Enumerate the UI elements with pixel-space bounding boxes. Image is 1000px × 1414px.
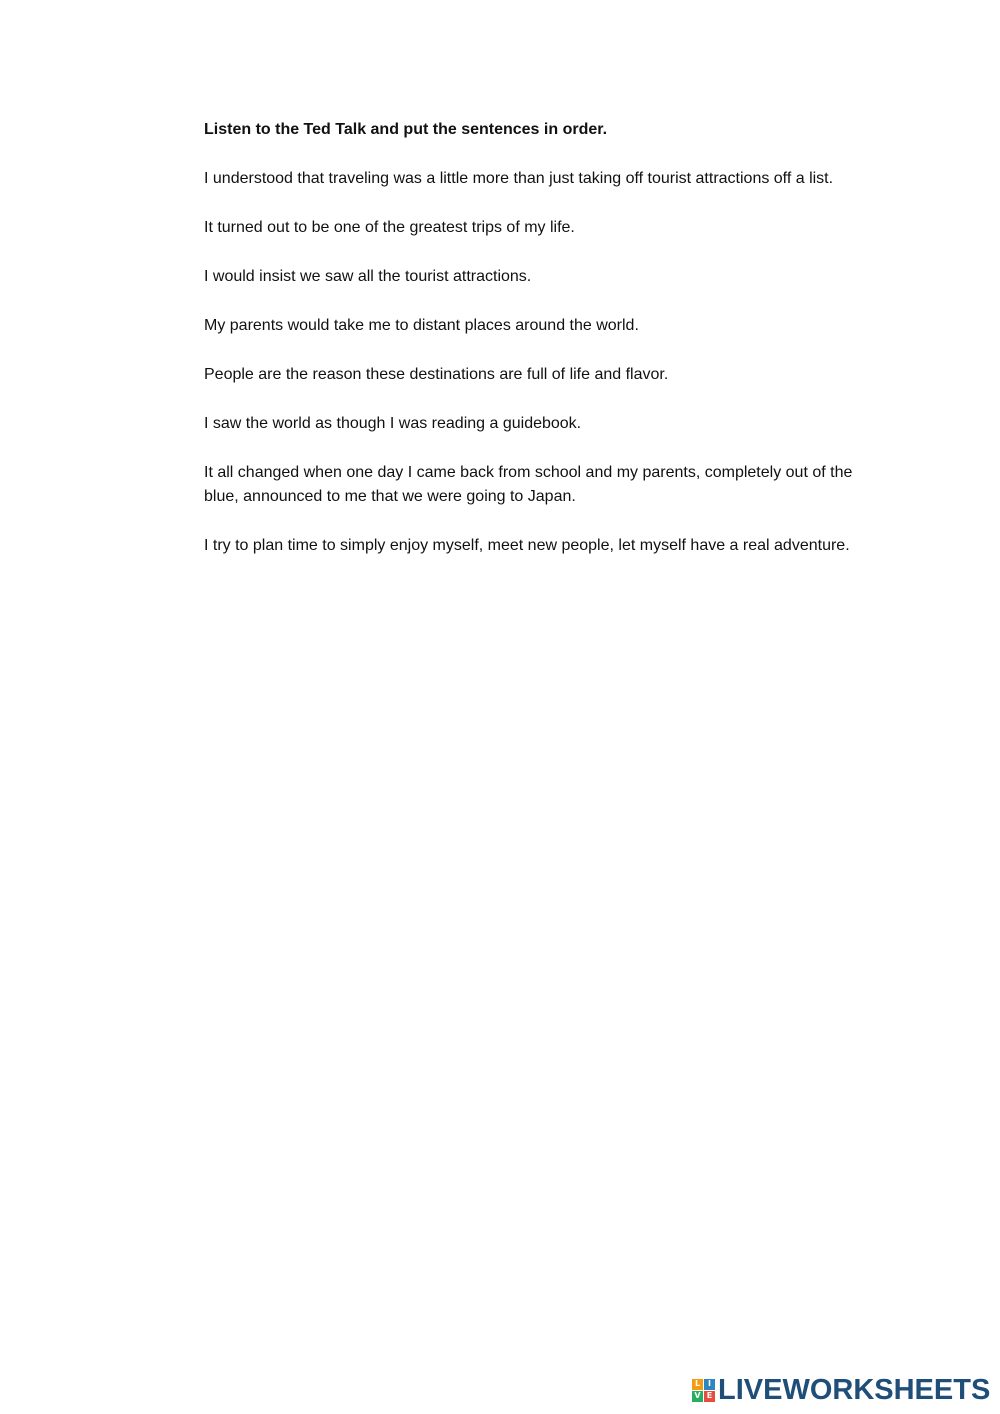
sentence-item: I try to plan time to simply enjoy myself, meet new people, let myself have a real adventure. (204, 537, 850, 554)
worksheet-content (204, 118, 864, 583)
logo-mark-letter: I (704, 1379, 715, 1390)
logo-mark-icon (692, 1379, 715, 1402)
sentence-list (204, 167, 864, 558)
sentence-item: I saw the world as though I was reading a guidebook. (204, 415, 582, 432)
liveworksheets-logo[interactable] (692, 1374, 990, 1406)
logo-mark-letter: V (692, 1391, 703, 1402)
sentence-item: It turned out to be one of the greatest trips of my life. (204, 219, 575, 236)
logo-wordmark: LIVEWORKSHEETS (718, 1374, 991, 1406)
sentence-item: People are the reason these destinations are full of life and flavor. (204, 366, 669, 383)
logo-mark-letter: L (692, 1379, 703, 1390)
sentence-item: I would insist we saw all the tourist attractions. (204, 268, 532, 285)
logo-mark-letter: E (704, 1391, 715, 1402)
sentence-item: My parents would take me to distant places around the world. (204, 317, 639, 334)
instruction-heading: Listen to the Ted Talk and put the sentences in order. (204, 121, 608, 138)
sentence-item: I understood that traveling was a little more than just taking off tourist attractions off a list. (204, 170, 834, 187)
sentence-item: It all changed when one day I came back from school and my parents, completely out of the blue, announced to me that we were going to Japan. (204, 464, 853, 505)
